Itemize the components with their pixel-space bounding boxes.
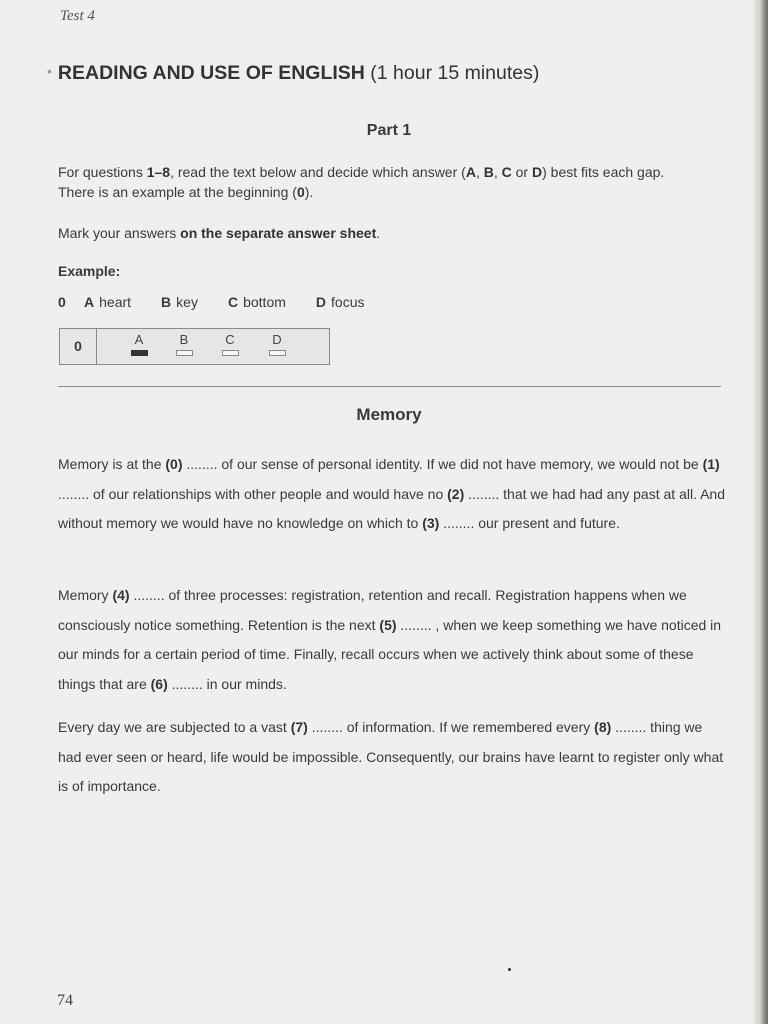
- text-paragraph-1: Memory is at the (0) ........ of our sense of personal identity. If we did not have memory, we would not be (1) ........ of our relationships with other people and would have no (2) ........ that we had had any past at all. And without memory we would have no knowledge on which to (3) ........ our present and future.: [58, 456, 725, 531]
- section-heading: [47, 62, 539, 85]
- mark-answers-instruction: Mark your answers on the separate answer sheet.: [58, 225, 381, 241]
- answer-choice-d: D: [265, 332, 289, 356]
- example-option-d: D focus: [315, 294, 365, 310]
- running-head: Test 4: [60, 8, 95, 24]
- part-title: Part 1: [366, 122, 412, 139]
- answer-choice-a: A: [127, 332, 151, 356]
- page-number: 74: [57, 992, 73, 1009]
- text-paragraph-3: Every day we are subjected to a vast (7) ........ of information. If we remembered every (8) ........ thing we had ever seen or heard, life would be impossible. Consequently, our brains have learnt to register only what is of importance.: [58, 719, 724, 794]
- answer-mark-a: [131, 350, 148, 356]
- section-duration: (1 hour 15 minutes): [370, 62, 540, 84]
- example-option-a: A heart: [84, 294, 132, 310]
- section-title: READING AND USE OF ENGLISH: [57, 62, 365, 84]
- instructions-paragraph: For questions 1–8, read the text below and decide which answer (A, B, C or D) best fits each gap. There is an example at the beginning (0).: [58, 164, 665, 200]
- page-binding-edge: [754, 0, 768, 1024]
- text-paragraph-2: Memory (4) ........ of three processes: registration, retention and recall. Registration happens when we consciously notice something. Retention is the next (5) ........ , when we keep something we have noticed in our minds for a certain period of time. Finally, recall occurs when we actively think about some of these things that are (6) ........ in our minds.: [58, 587, 722, 692]
- answer-mark-d: [269, 350, 286, 356]
- bullet-icon: •: [47, 63, 52, 79]
- answer-choice-c: C: [218, 332, 242, 356]
- example-label: Example:: [58, 263, 121, 279]
- example-answer-box: [59, 328, 330, 365]
- example-options: [58, 294, 395, 310]
- answer-mark-c: [222, 350, 239, 356]
- example-option-c: C bottom: [227, 294, 286, 310]
- answer-choice-b: B: [172, 332, 196, 356]
- example-option-b: B key: [161, 294, 198, 310]
- text-title: Memory: [356, 405, 422, 424]
- print-speck: [508, 968, 511, 971]
- example-number: 0: [58, 294, 66, 310]
- answer-box-number: 0: [60, 329, 97, 364]
- divider-rule: [58, 386, 721, 387]
- answer-mark-b: [176, 350, 193, 356]
